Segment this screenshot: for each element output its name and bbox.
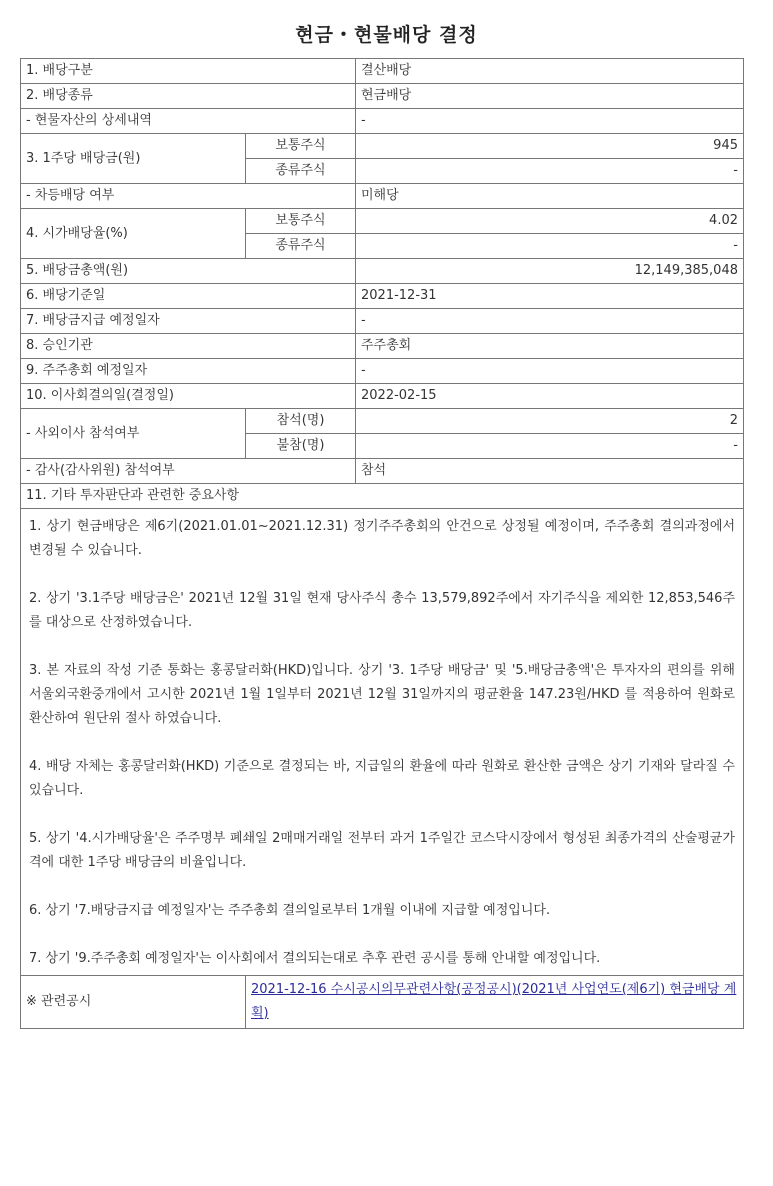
row-label: 6. 배당기준일 xyxy=(21,284,356,309)
row-label: - 감사(감사위원) 참석여부 xyxy=(21,459,356,484)
row-label: 7. 배당금지급 예정일자 xyxy=(21,309,356,334)
dividend-table xyxy=(20,58,744,1029)
row-value: 12,149,385,048 xyxy=(356,259,744,284)
row-label: - 차등배당 여부 xyxy=(21,184,356,209)
note-paragraph: 1. 상기 현금배당은 제6기(2021.01.01~2021.12.31) 정기주주총회의 안건으로 상정될 예정이며, 주주총회 결의과정에서 변경될 수 있습니다. xyxy=(29,519,735,558)
row-value: - xyxy=(356,309,744,334)
row-value: - xyxy=(356,359,744,384)
row-sublabel: 보통주식 xyxy=(246,209,356,234)
row-value: 결산배당 xyxy=(356,59,744,84)
note-paragraph: 3. 본 자료의 작성 기준 통화는 홍콩달러화(HKD)입니다. 상기 '3. 1주당 배당금' 및 '5.배당금총액'은 투자자의 편의를 위해 서울외국환중개에서 고시한 2021년 1월 1일부터 2021년 12월 31일까지의 평균환율 147.23원/HKD 를 적용하여 원화로 환산하여 원단위 절사 하였습니다. xyxy=(29,663,735,726)
row-value: - xyxy=(356,234,744,259)
related-disclosure-link[interactable]: 2021-12-16 수시공시의무관련사항(공정공시)(2021년 사업연도(제6기) 현금배당 계획) xyxy=(251,982,737,1021)
related-label: ※ 관련공시 xyxy=(21,976,246,1029)
row-value: 현금배당 xyxy=(356,84,744,109)
table-row xyxy=(21,459,744,484)
table-row xyxy=(21,384,744,409)
row-value: 참석 xyxy=(356,459,744,484)
row-value: - xyxy=(356,159,744,184)
note-paragraph: 4. 배당 자체는 홍콩달러화(HKD) 기준으로 결정되는 바, 지급일의 환율에 따라 원화로 환산한 금액은 상기 기재와 달라질 수 있습니다. xyxy=(29,759,735,798)
row-sublabel: 불참(명) xyxy=(246,434,356,459)
row-label: 5. 배당금총액(원) xyxy=(21,259,356,284)
table-row xyxy=(21,134,744,159)
table-row xyxy=(21,334,744,359)
row-label: 3. 1주당 배당금(원) xyxy=(21,134,246,184)
note-paragraph: 2. 상기 '3.1주당 배당금은' 2021년 12월 31일 현재 당사주식 총수 13,579,892주에서 자기주식을 제외한 12,853,546주를 대상으로 산정하였습니다. xyxy=(29,591,735,630)
table-row xyxy=(21,59,744,84)
table-row xyxy=(21,109,744,134)
table-row xyxy=(21,359,744,384)
row-label: 9. 주주총회 예정일자 xyxy=(21,359,356,384)
notes-cell xyxy=(21,509,744,976)
note-paragraph: 7. 상기 '9.주주총회 예정일자'는 이사회에서 결의되는대로 추후 관련 공시를 통해 안내할 예정입니다. xyxy=(29,951,601,966)
row-label: 10. 이사회결의일(결정일) xyxy=(21,384,356,409)
row-sublabel: 종류주식 xyxy=(246,234,356,259)
row-label: 4. 시가배당율(%) xyxy=(21,209,246,259)
related-row xyxy=(21,976,744,1029)
row-value: 주주총회 xyxy=(356,334,744,359)
table-row xyxy=(21,284,744,309)
row-value: 2021-12-31 xyxy=(356,284,744,309)
table-row xyxy=(21,209,744,234)
row-value: 4.02 xyxy=(356,209,744,234)
row-label: 2. 배당종류 xyxy=(21,84,356,109)
row-label: 8. 승인기관 xyxy=(21,334,356,359)
table-row xyxy=(21,184,744,209)
row-sublabel: 참석(명) xyxy=(246,409,356,434)
row-label: 11. 기타 투자판단과 관련한 중요사항 xyxy=(21,484,744,509)
row-value: 945 xyxy=(356,134,744,159)
document-title: 현금・현물배당 결정 xyxy=(295,24,478,46)
table-row xyxy=(21,409,744,434)
row-value: 2 xyxy=(356,409,744,434)
row-value: 2022-02-15 xyxy=(356,384,744,409)
table-row xyxy=(21,84,744,109)
row-value: - xyxy=(356,109,744,134)
table-row xyxy=(21,259,744,284)
row-label: - 사외이사 참석여부 xyxy=(21,409,246,459)
row-sublabel: 종류주식 xyxy=(246,159,356,184)
note-paragraph: 6. 상기 '7.배당금지급 예정일자'는 주주총회 결의일로부터 1개월 이내에 지급할 예정입니다. xyxy=(29,903,551,918)
row-sublabel: 보통주식 xyxy=(246,134,356,159)
note-paragraph: 5. 상기 '4.시가배당율'은 주주명부 폐쇄일 2매매거래일 전부터 과거 1주일간 코스닥시장에서 형성된 최종가격의 산술평균가격에 대한 1주당 배당금의 비율입니다. xyxy=(29,831,735,870)
notes-row xyxy=(21,509,744,976)
row-label: - 현물자산의 상세내역 xyxy=(21,109,356,134)
row-value: 미해당 xyxy=(356,184,744,209)
row-label: 1. 배당구분 xyxy=(21,59,356,84)
table-row xyxy=(21,309,744,334)
row-value: - xyxy=(356,434,744,459)
table-row xyxy=(21,484,744,509)
related-cell xyxy=(246,976,744,1029)
